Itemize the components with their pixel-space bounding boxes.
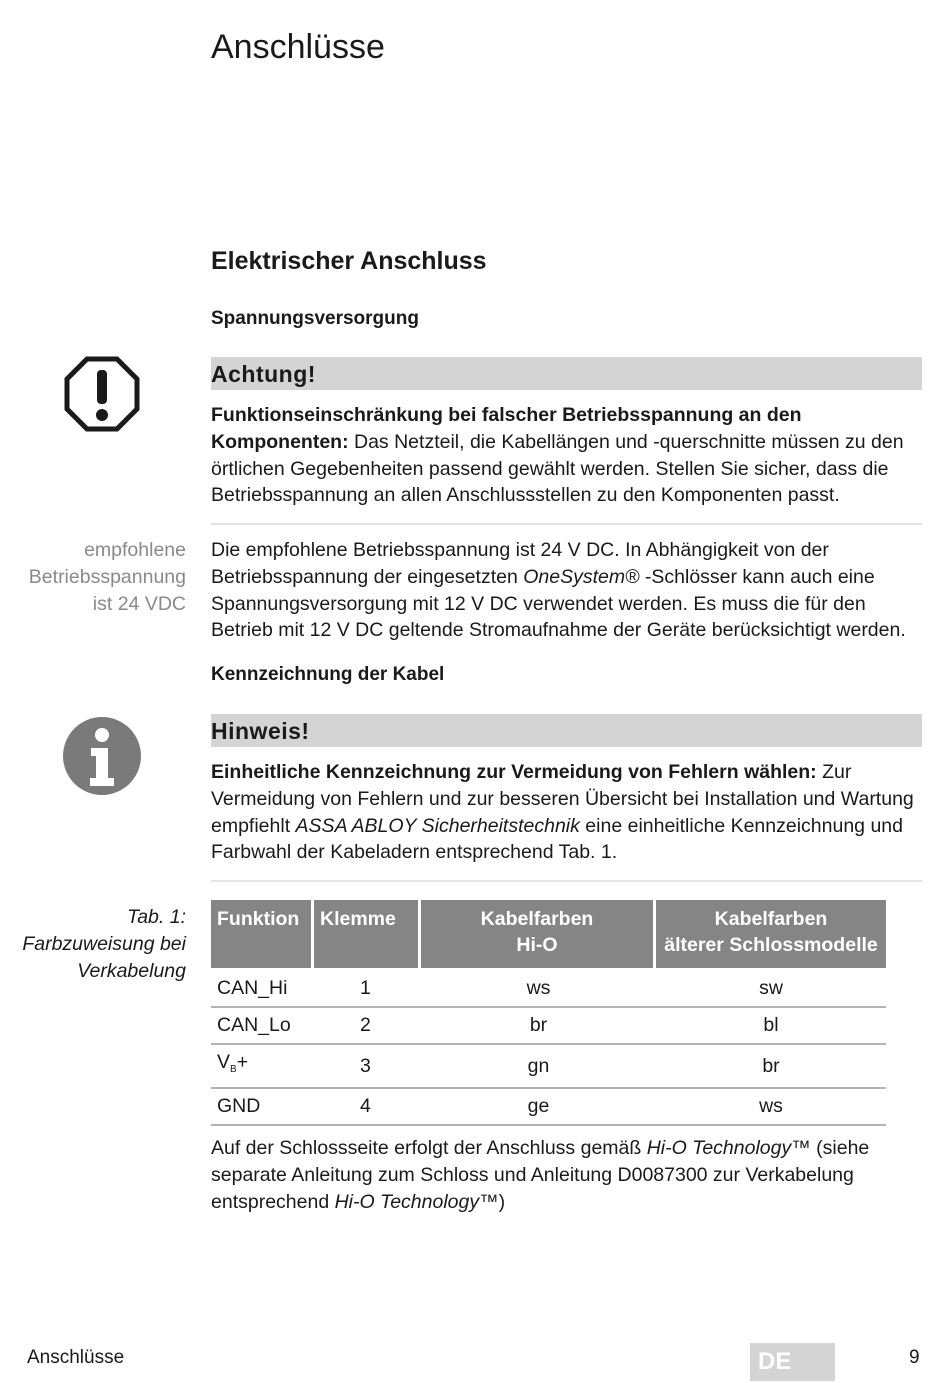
margin-note-line: ist 24 VDC bbox=[92, 592, 186, 615]
cell-funktion-suffix: + bbox=[236, 1051, 249, 1073]
margin-note-voltage bbox=[6, 537, 186, 617]
hint-body: eine einheitliche Kennzeichnung und Farbwahl der Kabeladern entsprechend Tab. 1. bbox=[211, 814, 903, 864]
cell-funktion-subscript: B bbox=[230, 1064, 237, 1075]
margin-note-line: Betriebsspannung bbox=[28, 565, 186, 588]
hint-heading: Hinweis! bbox=[211, 718, 310, 744]
warning-octagon-icon bbox=[64, 356, 140, 432]
section-title: Elektrischer Anschluss bbox=[211, 247, 487, 275]
footer-section: Anschlüsse bbox=[27, 1347, 125, 1368]
cell-funktion: GND bbox=[211, 1089, 314, 1126]
cell-funktion bbox=[211, 1045, 314, 1089]
closing-text: ™) bbox=[479, 1190, 506, 1213]
cell-klemme: 1 bbox=[314, 971, 421, 1008]
subsection-power-supply: Spannungsversorgung bbox=[211, 308, 419, 329]
cell-color-hio: ws bbox=[421, 971, 656, 1008]
hint-bold-lead: Einheitliche Kennzeichnung zur Vermeidung von Fehlern wählen: bbox=[211, 761, 817, 783]
hint-body: Zur Vermeidung von Fehlern und zur besseren Übersicht bei Installation und Wartung empfiehlt bbox=[211, 761, 914, 837]
header-colors-older bbox=[656, 900, 886, 971]
margin-note-line: empfohlene bbox=[84, 539, 186, 561]
table-caption-line: Tab. 1: bbox=[127, 906, 186, 928]
cell-color-hio: ge bbox=[421, 1089, 656, 1126]
header-line: Kabelfarben bbox=[480, 908, 594, 930]
subsection-cable-marking: Kennzeichnung der Kabel bbox=[211, 664, 445, 685]
power-text: -Schlösser kann auch eine Spannungsversorgung mit 12 V DC verwendet werden. Es muss die für den Betrieb mit 12 V DC geltende Stromaufnahme der Geräte berücksichtigt werden. bbox=[211, 565, 906, 642]
divider bbox=[211, 523, 922, 525]
header-colors-hio bbox=[421, 900, 656, 971]
power-text: Die empfohlene Betriebsspannung ist 24 V DC. In Abhängigkeit von der Betriebsspannung der eingesetzten bbox=[211, 539, 829, 588]
cell-klemme: 2 bbox=[314, 1008, 421, 1045]
table-caption bbox=[0, 904, 186, 984]
cell-funktion: CAN_Hi bbox=[211, 971, 314, 1008]
header-line: älterer Schlossmodelle bbox=[664, 934, 878, 956]
table-row bbox=[211, 1008, 886, 1045]
table-caption-line: Verkabelung bbox=[77, 959, 186, 982]
header-funktion: Funktion bbox=[211, 900, 314, 971]
warning-heading-bar bbox=[211, 357, 922, 390]
cell-funktion-text: V bbox=[217, 1051, 231, 1073]
warning-bold-lead: Funktionseinschränkung bei falscher Betriebsspannung an den Komponenten: bbox=[211, 404, 802, 453]
company-name: ASSA ABLOY Sicherheitstechnik bbox=[295, 814, 580, 837]
closing-text: Auf der Schlossseite erfolgt der Anschluss gemäß bbox=[211, 1137, 647, 1159]
product-name: OneSystem® bbox=[523, 565, 640, 588]
header-line: Hi-O bbox=[516, 934, 558, 956]
hint-heading-bar bbox=[211, 714, 922, 747]
cell-color-older: br bbox=[656, 1045, 886, 1089]
cell-color-older: bl bbox=[656, 1008, 886, 1045]
cell-color-older: ws bbox=[656, 1089, 886, 1126]
cell-color-hio: gn bbox=[421, 1045, 656, 1089]
warning-heading: Achtung! bbox=[211, 361, 316, 387]
cell-funktion: CAN_Lo bbox=[211, 1008, 314, 1045]
cell-color-hio: br bbox=[421, 1008, 656, 1045]
cell-color-older: sw bbox=[656, 971, 886, 1008]
closing-text: ™ (siehe separate Anleitung zum Schloss und Anleitung D0087300 zur Verkabelung entsprechend bbox=[211, 1137, 870, 1213]
cable-color-table bbox=[211, 900, 886, 1126]
cell-klemme: 3 bbox=[314, 1045, 421, 1089]
table-row bbox=[211, 971, 886, 1008]
header-line: Kabelfarben bbox=[714, 908, 828, 930]
table-row bbox=[211, 1089, 886, 1126]
power-paragraph bbox=[211, 537, 922, 644]
chapter-title: Anschlüsse bbox=[211, 28, 385, 66]
closing-paragraph bbox=[211, 1135, 922, 1215]
table-row bbox=[211, 1045, 886, 1089]
page-number: 9 bbox=[909, 1347, 920, 1368]
cell-klemme: 4 bbox=[314, 1089, 421, 1126]
info-circle-icon bbox=[62, 716, 142, 796]
divider bbox=[211, 880, 922, 882]
table-caption-line: Farbzuweisung bei bbox=[22, 932, 186, 955]
header-klemme: Klemme bbox=[314, 900, 421, 971]
warning-body: Das Netzteil, die Kabellängen und -querschnitte müssen zu den örtlichen Gegebenheiten passend gewählt werden. Stellen Sie sicher, dass die Betriebsspannung an allen Anschlussstellen zu den Komponenten passt. bbox=[211, 430, 904, 507]
technology-name: Hi-O Technology bbox=[334, 1190, 480, 1213]
hint-text bbox=[211, 759, 922, 866]
table-header-row bbox=[211, 900, 886, 971]
warning-text bbox=[211, 402, 922, 509]
language-tab: DE bbox=[750, 1343, 835, 1381]
technology-name: Hi-O Technology bbox=[646, 1137, 792, 1159]
